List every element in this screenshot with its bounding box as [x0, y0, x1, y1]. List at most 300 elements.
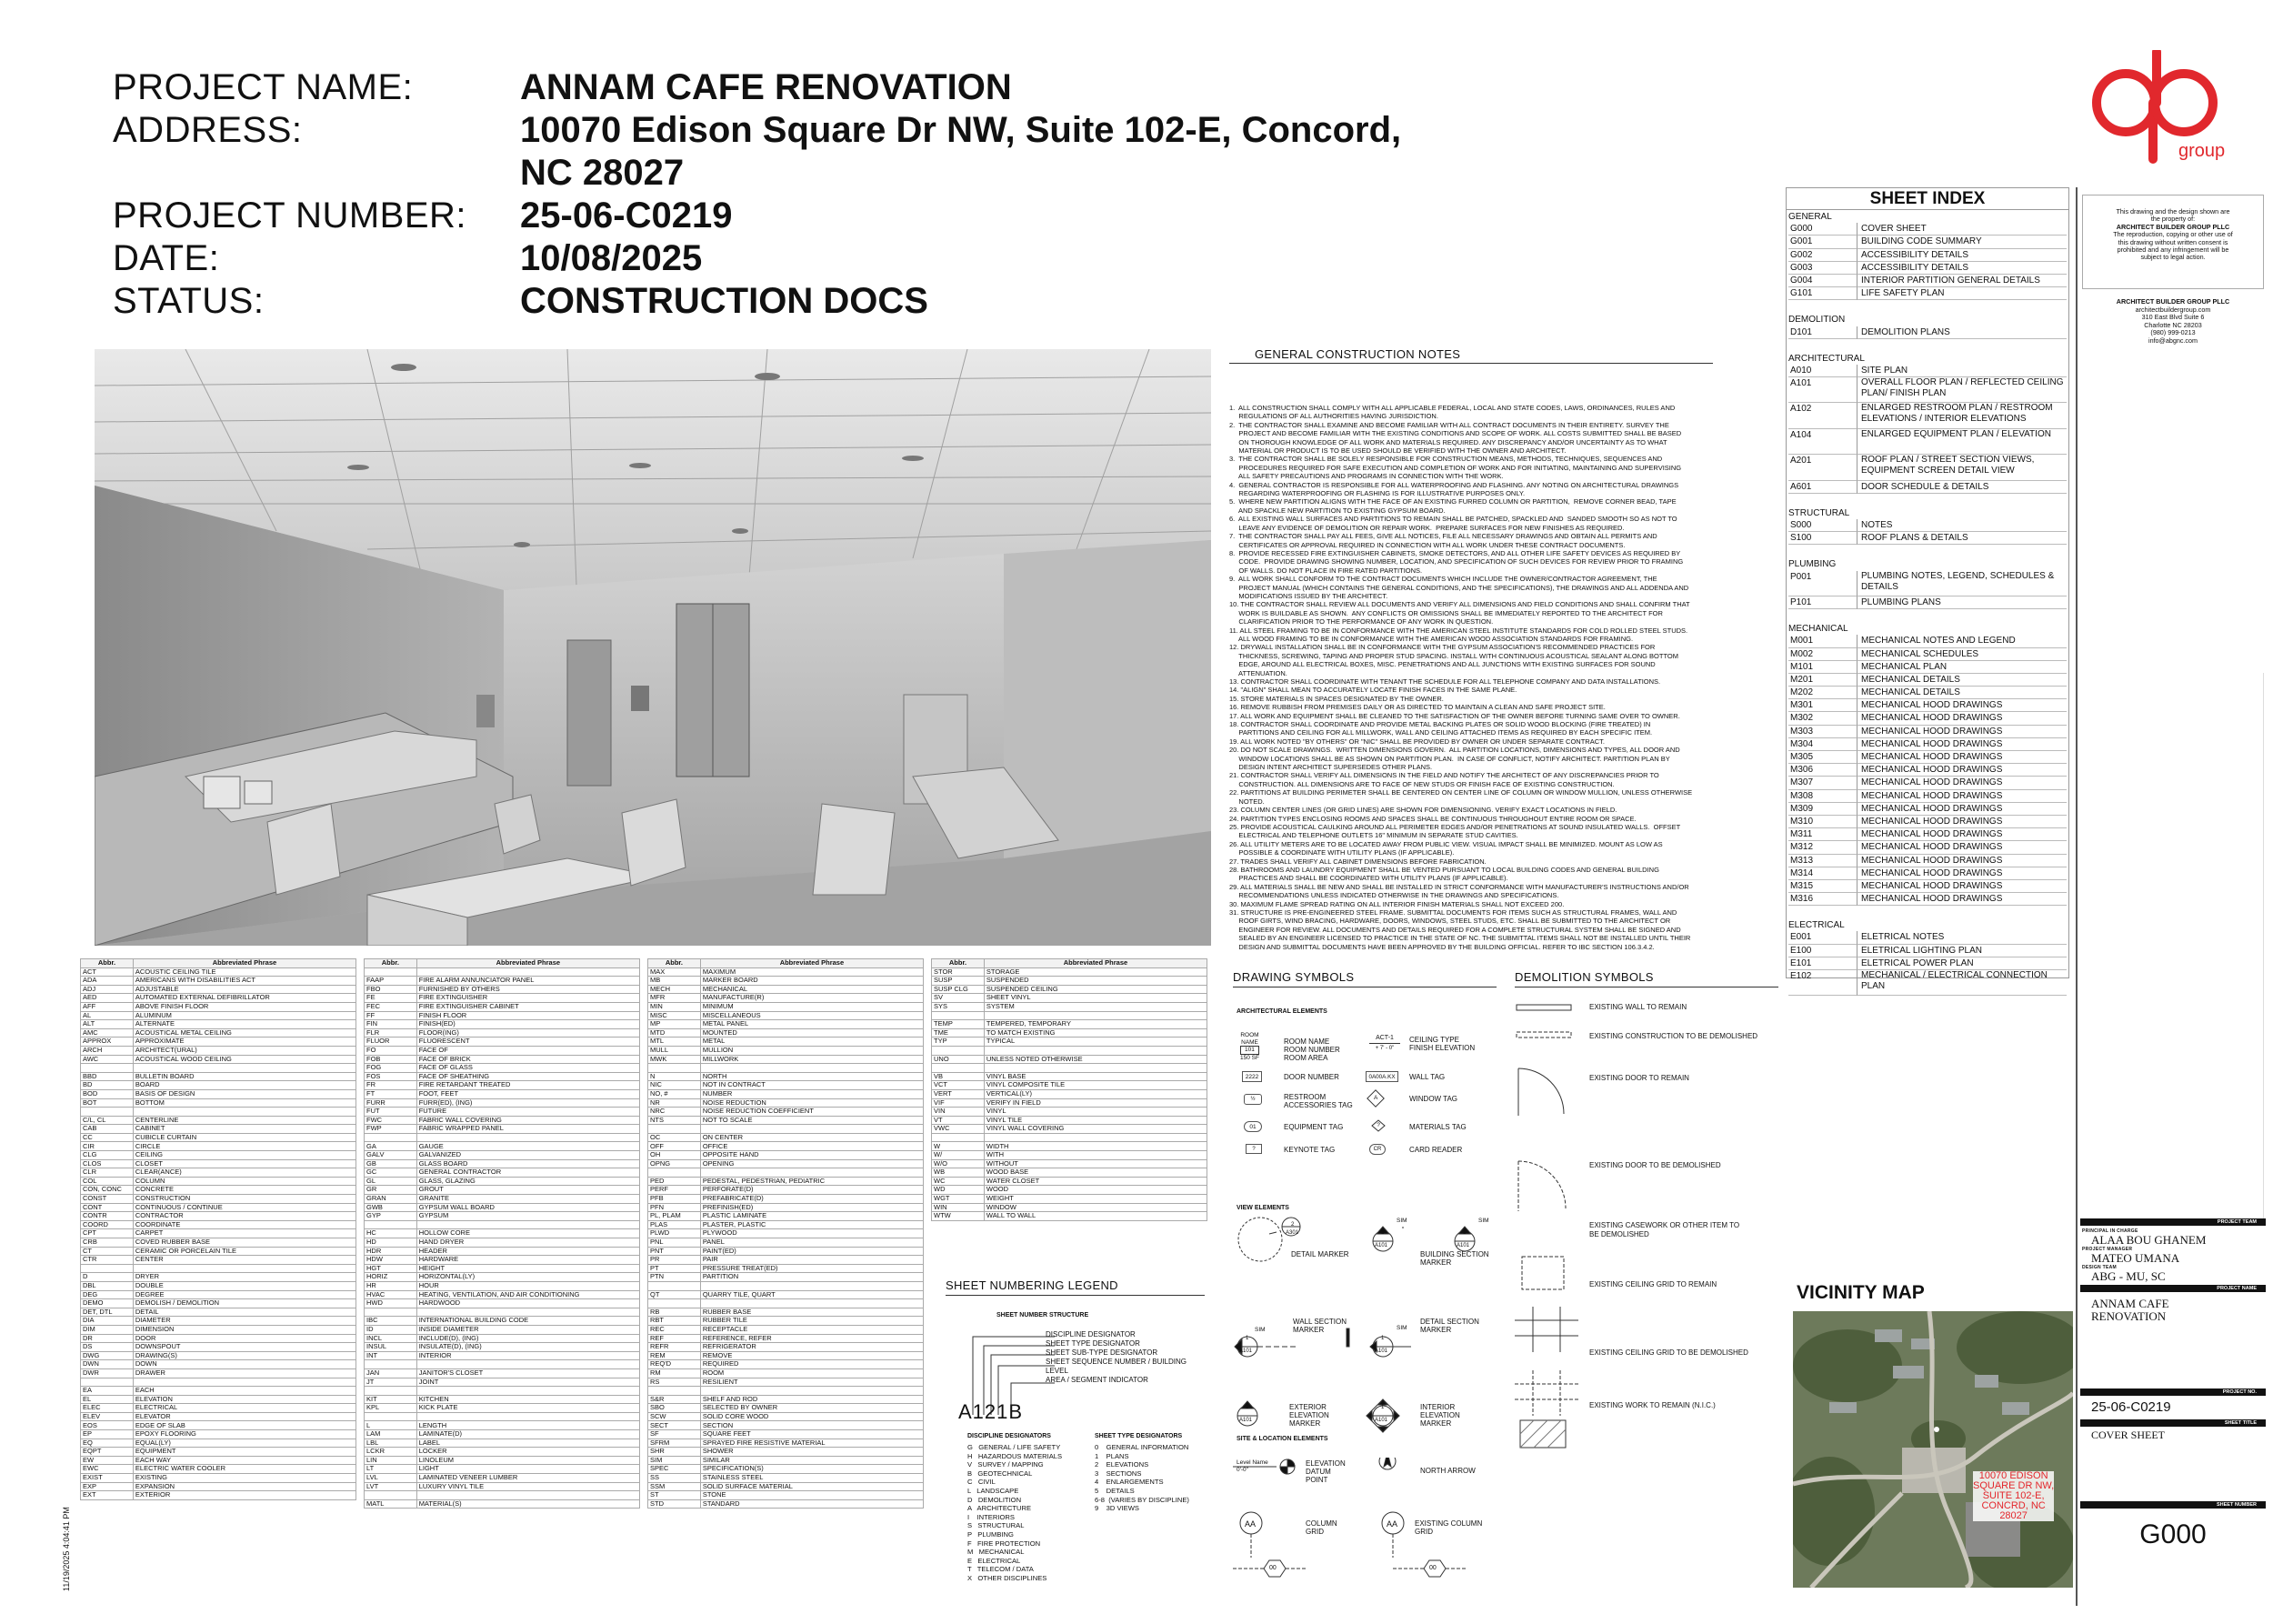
- sheet-index-code: M313: [1788, 855, 1857, 867]
- sheet-index-row[interactable]: [1788, 429, 2067, 455]
- abbr-phrase: STAINLESS STEEL: [700, 1474, 923, 1483]
- abbr-phrase: HORIZONTAL(LY): [416, 1273, 639, 1282]
- abbr-phrase: FACE OF GLASS: [416, 1064, 639, 1073]
- sheet-index-row[interactable]: [1788, 751, 2067, 764]
- abbr-row: [365, 1343, 640, 1352]
- abbr-phrase: FOOT, FEET: [416, 1089, 639, 1098]
- abbr-code: WB: [932, 1168, 985, 1178]
- view-elements-title: VIEW ELEMENTS: [1237, 1205, 1289, 1211]
- abbr-code: PR: [648, 1256, 701, 1265]
- sheet-index-row[interactable]: [1788, 699, 2067, 712]
- abbr-row: [648, 1098, 924, 1108]
- sheet-type-designators-title: SHEET TYPE DESIGNATORS: [1095, 1433, 1183, 1439]
- abbr-phrase: DEGREE: [133, 1290, 355, 1299]
- abbr-row: [648, 1273, 924, 1282]
- abbr-row: [81, 1142, 356, 1151]
- north-arrow-label: NORTH ARROW: [1420, 1467, 1476, 1475]
- abbr-code: SIM: [648, 1456, 701, 1465]
- sheet-index-row[interactable]: [1788, 661, 2067, 674]
- abbr-phrase: MISCELLANEOUS: [700, 1011, 923, 1020]
- sheet-index-row[interactable]: [1788, 596, 2067, 609]
- abbr-row: [932, 1159, 1207, 1168]
- general-note-line: 26. ALL UTILITY METERS ARE TO BE LOCATED AWAY FROM PUBLIC VIEW. VISUAL IMPACT SHALL BE MINIMIZED. MOUNT AS LOW AS: [1229, 839, 1663, 848]
- sheet-index-row[interactable]: [1788, 236, 2067, 248]
- firm-info-line: info@abgnc.com: [2148, 336, 2198, 345]
- abbr-code: BBD: [81, 1072, 134, 1081]
- abbr-phrase: LINOLEUM: [416, 1456, 639, 1465]
- abbr-phrase: WATER CLOSET: [984, 1177, 1207, 1186]
- restroom-accessories-tag: ½: [1244, 1094, 1262, 1105]
- abbr-phrase: [133, 1064, 355, 1073]
- abbr-phrase: GYPSUM WALL BOARD: [416, 1203, 639, 1212]
- abbr-row: [81, 1334, 356, 1343]
- abbr-phrase: COORDINATE: [133, 1220, 355, 1229]
- abbr-row: [648, 1491, 924, 1500]
- sheet-index-row[interactable]: [1788, 377, 2067, 403]
- abbr-code: OPNG: [648, 1159, 701, 1168]
- site-elements-title: SITE & LOCATION ELEMENTS: [1237, 1436, 1328, 1442]
- sheet-index-row[interactable]: [1788, 970, 2067, 996]
- abbr-phrase: CONTRACTOR: [133, 1212, 355, 1221]
- general-note-line: 11. ALL STEEL FRAMING TO BE IN CONFORMANCE WITH THE AMERICAN STEEL INSTITUTE STANDARDS FOR COLD ROLLED STEEL STUDS.: [1229, 626, 1688, 635]
- sheet-index-row[interactable]: [1788, 931, 2067, 944]
- general-note-line: ALL SAFETY PRECAUTIONS AND PROGRAMS IN CONNECTION WITH THE WORK.: [1229, 472, 1504, 481]
- abbr-row: [648, 1308, 924, 1317]
- sheet-index-row[interactable]: [1788, 648, 2067, 661]
- abbr-row: [932, 1116, 1207, 1125]
- sheet-index-code: A101: [1788, 377, 1857, 403]
- abbr-phrase: CABINET: [133, 1125, 355, 1134]
- abbr-phrase: ADJUSTABLE: [133, 985, 355, 994]
- address-label: ADDRESS:: [113, 110, 303, 150]
- abbr-phrase: [416, 1133, 639, 1142]
- sheet-index-title-cell: COVER SHEET: [1857, 223, 2067, 236]
- sheet-index-code: G002: [1788, 249, 1857, 262]
- abbr-code: COL: [81, 1177, 134, 1186]
- sheet-index-code: M001: [1788, 635, 1857, 647]
- abbr-phrase: SUSPENDED CEILING: [984, 985, 1207, 994]
- sheet-type-item: 1 PLANS: [1095, 1451, 1129, 1460]
- sheet-index-row[interactable]: [1788, 880, 2067, 893]
- abbr-phrase: CIRCLE: [133, 1142, 355, 1151]
- abbr-phrase: VINYL WALL COVERING: [984, 1125, 1207, 1134]
- abbr-row: [648, 1439, 924, 1448]
- abbr-code: ADJ: [81, 985, 134, 994]
- sheet-index-title-cell: MECHANICAL DETAILS: [1857, 674, 2067, 687]
- abbr-row: [365, 1299, 640, 1308]
- abbr-code: TYP: [932, 1038, 985, 1047]
- abbreviations-column: [647, 958, 924, 1509]
- abbr-phrase: SOLID SURFACE MATERIAL: [700, 1482, 923, 1491]
- abbr-code: [932, 1011, 985, 1020]
- abbr-code: PT: [648, 1264, 701, 1273]
- logo-word: group: [2178, 141, 2226, 161]
- abbr-row: [365, 1142, 640, 1151]
- sheet-index-row[interactable]: [1788, 816, 2067, 828]
- date-label: DATE:: [113, 238, 220, 278]
- discipline-list: [967, 1443, 1062, 1583]
- general-note-line: 16. REMOVE RUBBISH FROM PREMISES DAILY OR AS DIRECTED TO MAINTAIN A CLEAN AND SAFE PROJECT SITE.: [1229, 703, 1606, 712]
- abbr-code: MATL: [365, 1499, 417, 1509]
- window-tag-label: WINDOW TAG: [1409, 1095, 1458, 1103]
- abbr-phrase: [700, 1168, 923, 1178]
- abbr-row: [365, 1081, 640, 1090]
- discipline-item: A ARCHITECTURE: [967, 1504, 1032, 1513]
- general-note-line: 3. THE CONTRACTOR SHALL BE SOLELY RESPONSIBLE FOR CONSTRUCTION MEANS, METHODS, TECHNIQUES, SEQUENCES AND: [1229, 455, 1663, 464]
- abbr-phrase: MECHANICAL: [700, 985, 923, 994]
- sheet-index-row[interactable]: [1788, 957, 2067, 970]
- sheet-index-row[interactable]: [1788, 764, 2067, 777]
- abbr-row: [365, 1256, 640, 1265]
- abbr-code: W: [932, 1142, 985, 1151]
- abbr-phrase: OFFICE: [700, 1142, 923, 1151]
- abbr-row: [648, 977, 924, 986]
- abbr-code: APPROX: [81, 1038, 134, 1047]
- abbr-phrase: INTERIOR: [416, 1351, 639, 1360]
- abbr-phrase: DIMENSION: [133, 1325, 355, 1334]
- abbr-row: [648, 1499, 924, 1509]
- sheet-index-row[interactable]: [1788, 455, 2067, 480]
- sheet-index-row[interactable]: [1788, 532, 2067, 545]
- abbr-row: [932, 1028, 1207, 1038]
- abbr-code: EXIST: [81, 1474, 134, 1483]
- abbr-phrase: AUTOMATED EXTERNAL DEFIBRILLATOR: [133, 994, 355, 1003]
- abbr-code: ADA: [81, 977, 134, 986]
- card-reader-label: CARD READER: [1409, 1146, 1463, 1154]
- sheet-index-code: A201: [1788, 455, 1857, 480]
- abbr-code: MTL: [648, 1038, 701, 1047]
- abbr-row: [81, 1203, 356, 1212]
- abbr-row: [648, 1116, 924, 1125]
- abbr-phrase: HEADER: [416, 1247, 639, 1256]
- abbr-row: [365, 1238, 640, 1248]
- abbr-row: [81, 1168, 356, 1178]
- abbr-phrase: MINIMUM: [700, 1002, 923, 1011]
- principal-name: ALAA BOU GHANEM: [2091, 1233, 2207, 1247]
- title-block-grey-strip: [2080, 673, 2264, 1218]
- abbr-code: L: [365, 1421, 417, 1430]
- abbr-phrase: OPENING: [700, 1159, 923, 1168]
- abbr-row: [932, 1038, 1207, 1047]
- general-note-line: 8. PROVIDE RECESSED FIRE EXTINGUISHER CABINETS, SMOKE DETECTORS, AND ALL OTHER LIFE SAFETY DEVICES AS REQUIRED BY: [1229, 548, 1681, 557]
- sheet-index-row[interactable]: [1788, 365, 2067, 377]
- abbr-row: [81, 1064, 356, 1073]
- abbr-code: W/: [932, 1151, 985, 1160]
- abbr-code: [648, 1064, 701, 1073]
- abbr-code: SECT: [648, 1421, 701, 1430]
- abbr-row: [81, 1159, 356, 1168]
- abbr-phrase: REQUIRED: [700, 1360, 923, 1369]
- abbr-code: VWC: [932, 1125, 985, 1134]
- abbr-code: JT: [365, 1378, 417, 1387]
- abbr-code: REM: [648, 1351, 701, 1360]
- abbr-code: LAM: [365, 1430, 417, 1439]
- abbr-phrase: DOWNSPOUT: [133, 1343, 355, 1352]
- sheet-index-title-cell: MECHANICAL HOOD DRAWINGS: [1857, 738, 2067, 751]
- sheet-index-row[interactable]: [1788, 790, 2067, 803]
- abbr-row: [648, 985, 924, 994]
- bldg-section-sim: SIM: [1397, 1218, 1407, 1224]
- abbr-code: PNT: [648, 1247, 701, 1256]
- abbr-row: [81, 1395, 356, 1404]
- abbr-row: [365, 1028, 640, 1038]
- sheet-index-title-cell: SITE PLAN: [1857, 365, 2067, 377]
- abbr-code: NIC: [648, 1081, 701, 1090]
- disclaimer-line: this drawing without written consent is: [2118, 237, 2228, 246]
- abbr-row: [81, 1264, 356, 1273]
- abbr-row: [81, 1387, 356, 1396]
- discipline-item: L LANDSCAPE: [967, 1486, 1019, 1495]
- abbr-code: HWD: [365, 1299, 417, 1308]
- abbreviations-column: [80, 958, 356, 1500]
- abbr-row: [365, 1151, 640, 1160]
- abbr-code: NR: [648, 1098, 701, 1108]
- sheet-index-row[interactable]: [1788, 712, 2067, 725]
- abbr-code: PLWD: [648, 1229, 701, 1238]
- abbr-code: [932, 1133, 985, 1142]
- abbr-code: AED: [81, 994, 134, 1003]
- sheet-index-row[interactable]: [1788, 481, 2067, 494]
- card-reader-tag: CR: [1369, 1144, 1386, 1155]
- general-note-line: CLARIFICATION PRIOR TO THE PERFORMANCE OF ANY WORK IN QUESTION.: [1229, 617, 1494, 627]
- abbr-header: Abbr.: [932, 959, 985, 968]
- sheet-index-row[interactable]: [1788, 249, 2067, 262]
- sheet-index-title-cell: MECHANICAL HOOD DRAWINGS: [1857, 855, 2067, 867]
- sheet-index-code: A601: [1788, 481, 1857, 494]
- abbr-row: [81, 1482, 356, 1491]
- sheet-index-row[interactable]: [1788, 519, 2067, 532]
- abbr-phrase: NORTH: [700, 1072, 923, 1081]
- abbr-phrase: EXPANSION: [133, 1482, 355, 1491]
- abbr-code: MIN: [648, 1002, 701, 1011]
- abbr-phrase: INTERNATIONAL BUILDING CODE: [416, 1317, 639, 1326]
- disclaimer-line: subject to legal action.: [2140, 253, 2206, 262]
- abbr-phrase: GLASS BOARD: [416, 1159, 639, 1168]
- abbr-row: [932, 967, 1207, 977]
- sheet-index-row[interactable]: [1788, 777, 2067, 789]
- sheet-index-row[interactable]: [1788, 287, 2067, 300]
- abbr-code: EL: [81, 1395, 134, 1404]
- abbr-code: BOD: [81, 1089, 134, 1098]
- bldg-section-sheet: A101: [1375, 1243, 1388, 1248]
- abbr-code: SSM: [648, 1482, 701, 1491]
- abbr-row: [648, 1108, 924, 1117]
- abbr-row: [81, 977, 356, 986]
- abbr-phrase: MARKER BOARD: [700, 977, 923, 986]
- abbr-row: [365, 1133, 640, 1142]
- abbr-code: MISC: [648, 1011, 701, 1020]
- abbr-code: CON, CONC: [81, 1186, 134, 1195]
- abbr-phrase: [416, 967, 639, 977]
- sheet-index-row[interactable]: [1788, 945, 2067, 957]
- wall-section-sheet: A101: [1239, 1348, 1253, 1354]
- abbr-row: [81, 967, 356, 977]
- abbr-row: [648, 1220, 924, 1229]
- abbr-row: [81, 1299, 356, 1308]
- abbr-code: AFF: [81, 1002, 134, 1011]
- door-number-label: DOOR NUMBER: [1284, 1073, 1339, 1081]
- sheet-index-row[interactable]: [1788, 738, 2067, 751]
- sheet-type-item: 2 ELEVATIONS: [1095, 1460, 1149, 1469]
- sheet-title-bar: SHEET TITLE: [2080, 1419, 2266, 1427]
- abbr-row: [648, 1151, 924, 1160]
- abbr-phrase: PREFABRICATE(D): [700, 1195, 923, 1204]
- abbr-row: [81, 1195, 356, 1204]
- abbr-row: [648, 1046, 924, 1055]
- sheet-index-row[interactable]: [1788, 635, 2067, 647]
- abbr-row: [648, 1412, 924, 1421]
- vicinity-map-title: VICINITY MAP: [1797, 1282, 1925, 1303]
- abbr-row: [365, 994, 640, 1003]
- abbr-row: [932, 1177, 1207, 1186]
- demo-item-1: EXISTING WALL TO REMAIN: [1589, 1003, 1687, 1011]
- abbr-phrase: EXISTING: [133, 1474, 355, 1483]
- abbr-code: CPT: [81, 1229, 134, 1238]
- abbr-phrase: CERAMIC OR PORCELAIN TILE: [133, 1247, 355, 1256]
- sheet-index-row[interactable]: [1788, 571, 2067, 596]
- abbr-code: EQPT: [81, 1448, 134, 1457]
- abbr-code: REF: [648, 1334, 701, 1343]
- abbr-row: [81, 1317, 356, 1326]
- sheet-index-row[interactable]: [1788, 275, 2067, 287]
- abbr-phrase: TO MATCH EXISTING: [984, 1028, 1207, 1038]
- general-note-line: 18. CONTRACTOR SHALL COORDINATE AND PROVIDE METAL BACKING PLATES OR SOLID WOOD BLOCKING (FIRE TREATED) IN: [1229, 720, 1651, 729]
- abbr-phrase: ELEVATION: [133, 1395, 355, 1404]
- restroom-accessories-label: RESTROOM ACCESSORIES TAG: [1284, 1093, 1353, 1109]
- general-note-line: REGULATIONS OF ALL AUTHORITIES HAVING JURISDICTION.: [1229, 412, 1438, 421]
- abbr-code: GC: [365, 1168, 417, 1178]
- address-line2: NC 28027: [520, 153, 685, 193]
- abbr-row: [648, 1281, 924, 1290]
- detail-section-sheet: A101: [1375, 1348, 1388, 1354]
- abbr-row: [932, 977, 1207, 986]
- abbr-phrase: QUARRY TILE, QUART: [700, 1290, 923, 1299]
- sheet-index-title-cell: MECHANICAL HOOD DRAWINGS: [1857, 764, 2067, 777]
- abbr-code: MP: [648, 1020, 701, 1029]
- sheet-index-row[interactable]: [1788, 867, 2067, 880]
- project-name-label: PROJECT NAME:: [113, 67, 414, 107]
- design-team-label: DESIGN TEAM: [2082, 1265, 2118, 1270]
- sheet-index-row[interactable]: [1788, 223, 2067, 236]
- firm-info: [2082, 298, 2264, 346]
- ceiling-tag-symbol: ACT-1 + 7' - 0": [1369, 1034, 1400, 1054]
- detail-section-sim: SIM: [1397, 1325, 1407, 1331]
- abbr-code: FT: [365, 1089, 417, 1098]
- abbr-code: PLAS: [648, 1220, 701, 1229]
- sheet-index-row[interactable]: [1788, 674, 2067, 687]
- project-name-bar: PROJECT NAME: [2080, 1285, 2266, 1292]
- discipline-item: I INTERIORS: [967, 1512, 1015, 1521]
- firm-info-line: architectbuildergroup.com: [2135, 305, 2211, 314]
- general-note-line: DESIGN AND SUBMITTAL DOCUMENTS HAVE BEEN APPROVED BY THE BUILDING OFFICIAL. REFER TO IBC SECTION 106.3.4.2.: [1229, 942, 1655, 951]
- abbr-phrase: WOOD BASE: [984, 1168, 1207, 1178]
- abbr-code: FE: [365, 994, 417, 1003]
- sheet-index-row[interactable]: [1788, 855, 2067, 867]
- sheet-index-row[interactable]: [1788, 326, 2067, 339]
- abbr-row: [648, 1290, 924, 1299]
- sheet-index-title-cell: NOTES: [1857, 519, 2067, 532]
- abbr-phrase: SYSTEM: [984, 1002, 1207, 1011]
- sheet-index-title-cell: ELETRICAL POWER PLAN: [1857, 957, 2067, 970]
- sheet-index-row[interactable]: [1788, 687, 2067, 699]
- abbr-code: AL: [81, 1011, 134, 1020]
- abbr-phrase: VINYL COMPOSITE TILE: [984, 1081, 1207, 1090]
- sheet-index-title: SHEET INDEX: [1787, 188, 2068, 210]
- sheet-index-title-cell: MECHANICAL NOTES AND LEGEND: [1857, 635, 2067, 647]
- sheet-index-row[interactable]: [1788, 828, 2067, 841]
- sheet-index-row[interactable]: [1788, 403, 2067, 428]
- sheet-index-row[interactable]: [1788, 262, 2067, 275]
- abbr-code: KPL: [365, 1404, 417, 1413]
- abbr-phrase: ELEVATOR: [133, 1412, 355, 1421]
- abbr-row: [81, 1186, 356, 1195]
- general-note-line: 30. MAXIMUM FLAME SPREAD RATING ON ALL INTERIOR FINISH MATERIALS SHALL NOT EXCEED 200.: [1229, 899, 1565, 908]
- abbr-code: LCKR: [365, 1448, 417, 1457]
- abbr-code: AMC: [81, 1028, 134, 1038]
- general-note-line: 19. ALL WORK NOTED "BY OTHERS" OR "NIC" SHALL BE PROVIDED BY OWNER OR UNDER SEPARATE CONTRACT.: [1229, 737, 1605, 746]
- sheet-index-code: D101: [1788, 326, 1857, 339]
- general-note-line: ENGINEER FOR REVIEW. ALL DOCUMENTS AND DETAILS REQUIRED FOR A COMPLETE STRUCTURAL SYSTEM SHALL BE SIGNED AND: [1229, 925, 1681, 934]
- sheet-index-row[interactable]: [1788, 803, 2067, 816]
- abbr-row: [81, 1368, 356, 1378]
- abbr-row: [932, 1002, 1207, 1011]
- abbr-phrase: REFERENCE, REFER: [700, 1334, 923, 1343]
- general-note-line: 1. ALL CONSTRUCTION SHALL COMPLY WITH ALL APPLICABLE FEDERAL, LOCAL AND STATE CODES, LAWS, ORDINANCES, RULES AND: [1229, 404, 1676, 412]
- sheet-index-code: S000: [1788, 519, 1857, 532]
- abbr-row: [932, 1168, 1207, 1178]
- sheet-number-part-label: SHEET SEQUENCE NUMBER / BUILDING LEVEL: [1046, 1358, 1187, 1375]
- abbr-phrase: [984, 1011, 1207, 1020]
- abbr-row: [648, 1159, 924, 1168]
- abbr-code: HGT: [365, 1264, 417, 1273]
- sheet-index-row[interactable]: [1788, 893, 2067, 906]
- general-note-line: 10. THE CONTRACTOR SHALL REVIEW ALL DOCUMENTS AND VERIFY ALL DIMENSIONS AND FIELD CONDITIONS AND SHALL CONFIRM THAT: [1229, 600, 1690, 609]
- bldg-section-label: BUILDING SECTION MARKER: [1420, 1250, 1489, 1267]
- abbr-row: [365, 1474, 640, 1483]
- room-tag-label: ROOM NAME ROOM NUMBER ROOM AREA: [1284, 1038, 1340, 1062]
- abbr-phrase: [416, 1412, 639, 1421]
- abbr-phrase: FIRE RETARDANT TREATED: [416, 1081, 639, 1090]
- sheet-index-body: [1787, 210, 2068, 996]
- abbr-row: [932, 1133, 1207, 1142]
- abbr-code: LIN: [365, 1456, 417, 1465]
- sheet-index-row[interactable]: [1788, 841, 2067, 854]
- abbr-row: [648, 1378, 924, 1387]
- abbr-code: GALV: [365, 1151, 417, 1160]
- abbreviations-column: [931, 958, 1207, 1221]
- abbr-code: VT: [932, 1116, 985, 1125]
- abbr-phrase: ABOVE FINISH FLOOR: [133, 1002, 355, 1011]
- abbr-header: Abbreviated Phrase: [700, 959, 923, 968]
- sheet-index-title-cell: ENLARGED RESTROOM PLAN / RESTROOM ELEVATIONS / INTERIOR ELEVATIONS: [1857, 403, 2067, 428]
- abbr-code: HR: [365, 1281, 417, 1290]
- abbr-row: [81, 1125, 356, 1134]
- abbr-code: SF: [648, 1430, 701, 1439]
- design-team: ABG - MU, SC: [2091, 1269, 2166, 1283]
- abbr-row: [932, 1108, 1207, 1117]
- detail-marker-label: DETAIL MARKER: [1291, 1250, 1349, 1258]
- abbr-row: [648, 1368, 924, 1378]
- abbr-code: DEG: [81, 1290, 134, 1299]
- sheet-index-row[interactable]: [1788, 726, 2067, 738]
- abbr-phrase: FIRE EXTINGUISHER CABINET: [416, 1002, 639, 1011]
- discipline-item: B GEOTECHNICAL: [967, 1469, 1033, 1478]
- abbr-code: DEMO: [81, 1299, 134, 1308]
- general-note-line: 31. STRUCTURE IS PRE-ENGINEERED STEEL FRAME. SUBMITTAL DOCUMENTS FOR ITEMS SUCH AS STRUCTURAL FRAMES, WALL AND: [1229, 907, 1677, 917]
- abbr-row: [365, 1108, 640, 1117]
- abbr-row: [365, 1491, 640, 1500]
- abbr-row: [81, 1108, 356, 1117]
